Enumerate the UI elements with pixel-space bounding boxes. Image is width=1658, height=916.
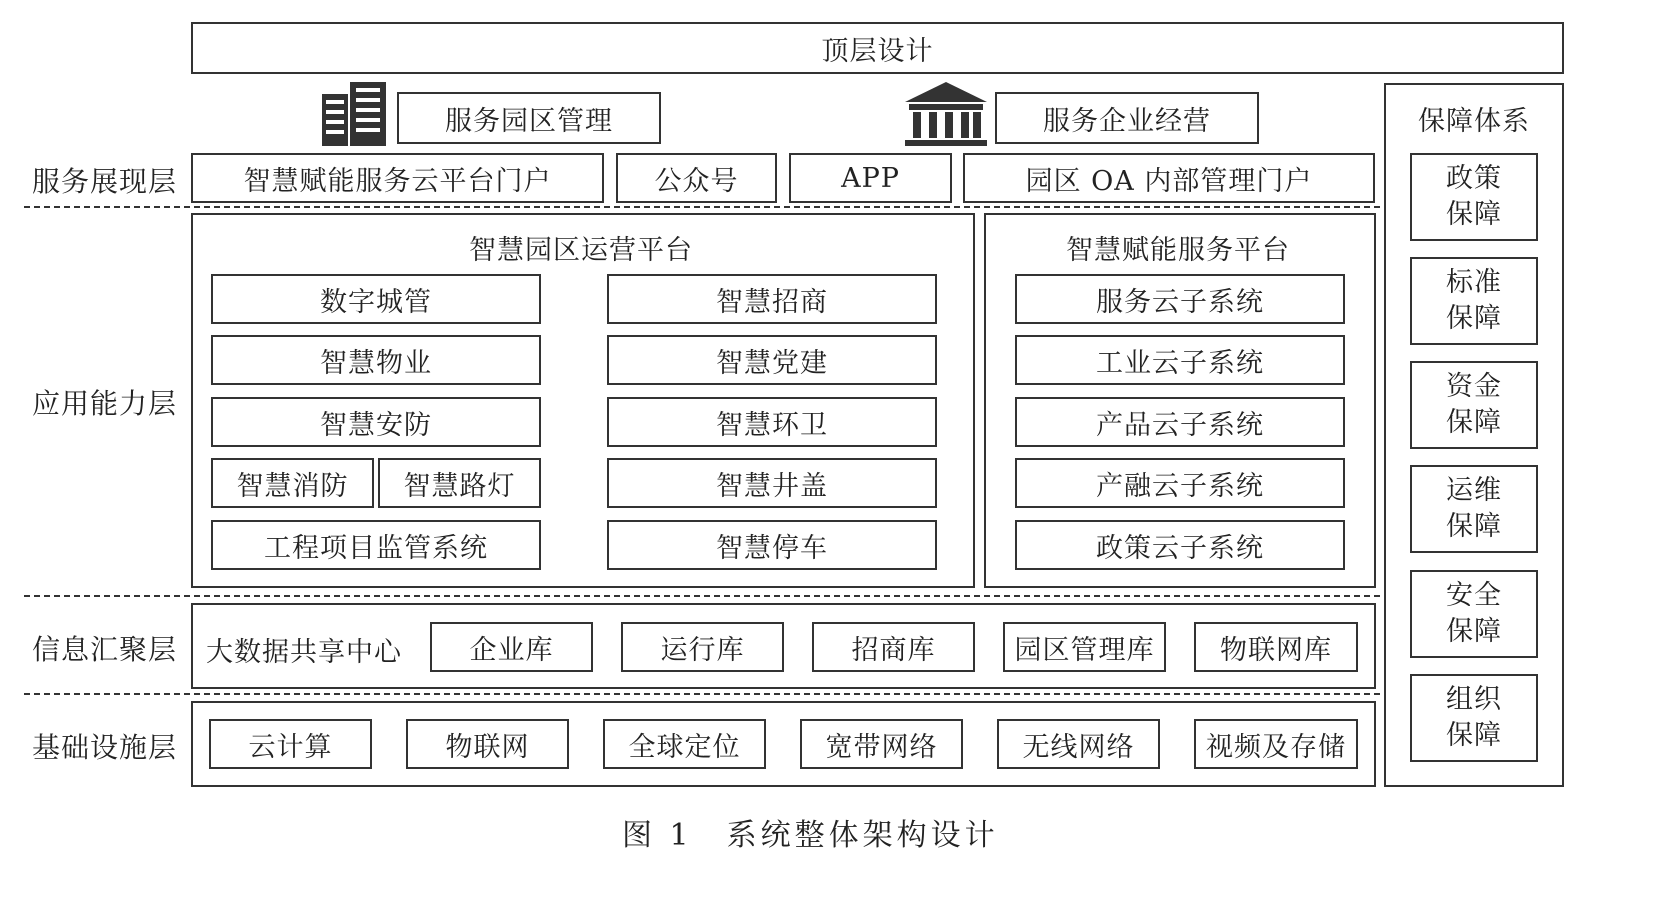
park-app-label: 智慧停车 [716,532,828,564]
empower-app-label: 产融云子系统 [1096,470,1264,502]
infra-item [209,719,372,769]
layer-label-application: 应用能力层 [32,387,178,420]
layer-divider [24,206,1380,208]
guarantee-line: 保障 [1446,616,1502,647]
park-app-item [211,458,374,508]
service-item [191,153,604,203]
guarantee-line: 运维 [1446,475,1502,506]
service-item-label: APP [841,162,900,194]
park-app-item [378,458,541,508]
park-app-label: 智慧路灯 [403,470,516,502]
top-design-box [191,22,1564,74]
infra-label: 物联网 [445,731,530,763]
guarantee-item [1410,257,1538,345]
infra-label: 云计算 [248,731,333,763]
infra-label: 宽带网络 [825,731,938,763]
guarantee-line: 政策 [1446,163,1502,194]
guarantee-title: 保障体系 [1418,106,1530,137]
park-app-label: 智慧招商 [716,286,828,318]
park-app-item [211,335,541,385]
serve-enterprise-label: 服务企业经营 [1043,105,1211,137]
database-item [1003,622,1166,672]
empower-app-label: 服务云子系统 [1096,286,1264,318]
infra-label: 无线网络 [1022,731,1135,763]
park-platform-title: 智慧园区运营平台 [469,235,693,266]
empower-app-item [1015,520,1345,570]
infra-label: 视频及存储 [1206,731,1346,763]
park-app-label: 智慧井盖 [716,470,828,502]
database-label: 招商库 [851,634,936,666]
park-app-label: 智慧环卫 [716,409,828,441]
guarantee-line: 安全 [1446,580,1502,611]
layer-label-info: 信息汇聚层 [32,633,178,666]
park-app-item [607,335,937,385]
guarantee-line: 保障 [1446,511,1502,542]
park-app-item [607,520,937,570]
guarantee-item [1410,153,1538,241]
office-building-icon [320,80,390,148]
empower-app-item [1015,458,1345,508]
empower-app-item [1015,397,1345,447]
serve-enterprise-box [995,92,1259,144]
infra-item [406,719,569,769]
park-app-item [211,274,541,324]
guarantee-item [1410,361,1538,449]
database-item [812,622,975,672]
figure-caption: 图 1 系统整体架构设计 [622,818,999,853]
park-app-label: 智慧消防 [236,470,349,502]
service-item-label: 公众号 [654,165,739,197]
guarantee-line: 标准 [1446,267,1502,298]
infra-item [603,719,766,769]
guarantee-line: 组织 [1446,684,1502,715]
service-item [616,153,777,203]
infra-item [1194,719,1358,769]
institution-building-icon [903,80,989,148]
park-app-item [607,274,937,324]
guarantee-line: 保障 [1446,303,1502,334]
park-app-label: 智慧物业 [320,347,432,379]
park-app-label: 智慧安防 [320,409,432,441]
park-app-item [211,397,541,447]
empower-app-item [1015,335,1345,385]
service-item [963,153,1375,203]
layer-divider [24,595,1380,597]
guarantee-line: 保障 [1446,720,1502,751]
infra-item [997,719,1160,769]
guarantee-line: 保障 [1446,407,1502,438]
empower-app-item [1015,274,1345,324]
database-item [1194,622,1358,672]
service-item-label: 智慧赋能服务云平台门户 [243,165,552,197]
layer-divider [24,693,1380,695]
serve-park-label: 服务园区管理 [445,105,613,137]
empower-app-label: 政策云子系统 [1096,532,1264,564]
top-design-label: 顶层设计 [821,35,934,67]
database-label: 园区管理库 [1014,634,1155,666]
park-app-label: 智慧党建 [716,347,828,379]
database-item [621,622,784,672]
park-app-item [211,520,541,570]
empower-platform-title: 智慧赋能服务平台 [1066,235,1290,266]
database-label: 物联网库 [1220,634,1332,666]
guarantee-line: 资金 [1446,371,1502,402]
layer-label-infra: 基础设施层 [32,731,178,764]
layer-label-service: 服务展现层 [32,165,178,198]
service-item-label: 园区 OA 内部管理门户 [1025,165,1313,197]
guarantee-item [1410,570,1538,658]
big-data-center-label: 大数据共享中心 [206,637,402,668]
guarantee-item [1410,674,1538,762]
empower-app-label: 产品云子系统 [1096,409,1264,441]
database-item [430,622,593,672]
guarantee-item [1410,465,1538,553]
park-app-label: 工程项目监管系统 [264,532,488,564]
database-label: 企业库 [469,634,554,666]
park-app-label: 数字城管 [320,286,432,318]
guarantee-line: 保障 [1446,199,1502,230]
serve-park-box [397,92,661,144]
service-item [789,153,952,203]
park-app-item [607,397,937,447]
empower-app-label: 工业云子系统 [1096,347,1264,379]
database-label: 运行库 [660,634,745,666]
park-app-item [607,458,937,508]
infra-item [800,719,963,769]
infra-label: 全球定位 [628,731,741,763]
